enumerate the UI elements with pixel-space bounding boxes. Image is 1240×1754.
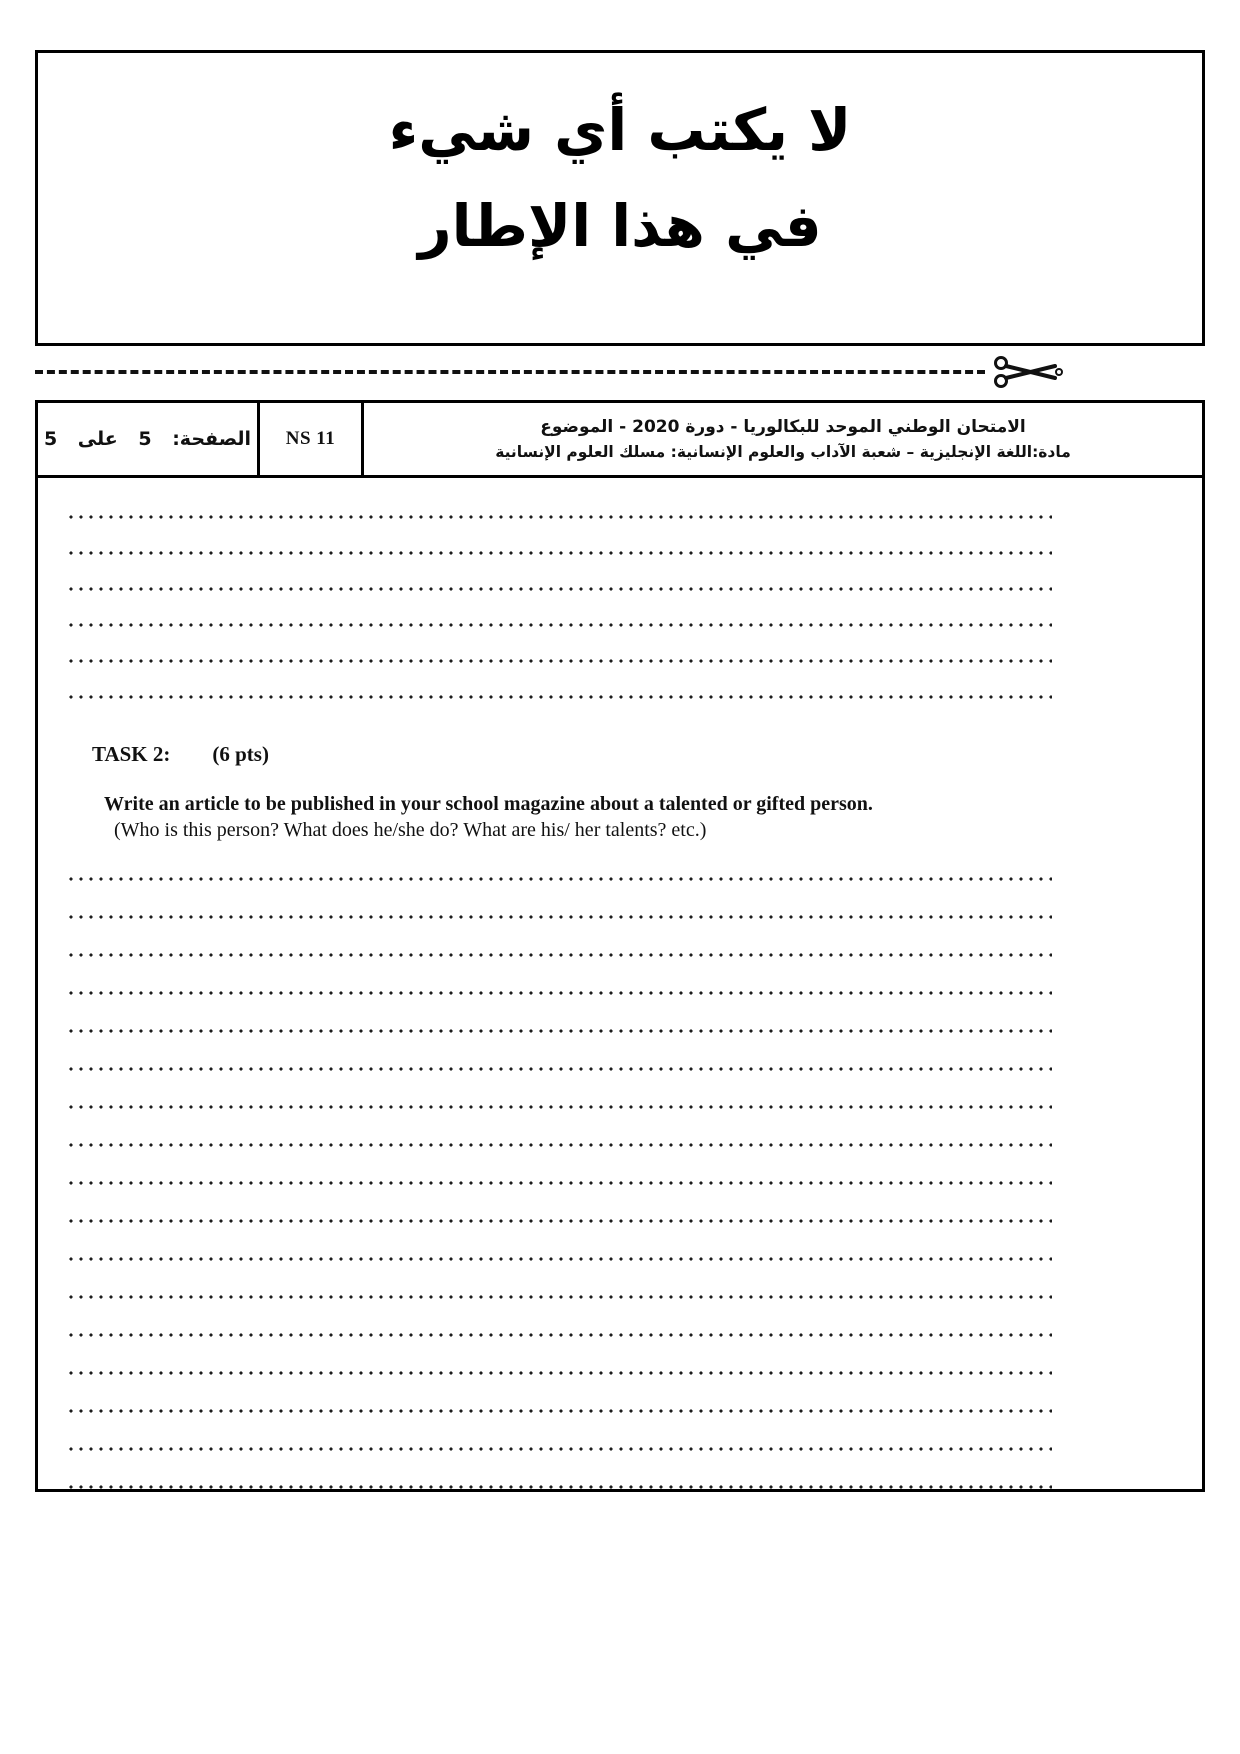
cut-line: [35, 352, 1205, 396]
writing-line: [66, 1072, 1052, 1110]
exam-header: [35, 400, 1205, 478]
writing-line: [66, 664, 1052, 700]
task-writing-lines: [66, 844, 1052, 1490]
do-not-write-frame: [35, 50, 1205, 346]
exam-title-cell: [364, 403, 1202, 475]
writing-line: [66, 1110, 1052, 1148]
task-heading: [92, 742, 1052, 767]
writing-line: [66, 592, 1052, 628]
writing-line: [66, 484, 1052, 520]
writing-line: [66, 556, 1052, 592]
writing-line: [66, 520, 1052, 556]
exam-code-cell: NS 11: [260, 403, 364, 475]
writing-line: [66, 1338, 1052, 1376]
exam-title-line2: مادة:اللغة الإنجليزية – شعبة الآداب والعلوم الإنسانية: مسلك العلوم الإنسانية: [495, 442, 1071, 461]
page-number-cell: الصفحة: 5 على 5: [38, 403, 260, 475]
task-prompt-hint: (Who is this person? What does he/she do? What are his/ her talents? etc.): [114, 819, 707, 841]
do-not-write-text-line2: في هذا الإطار: [418, 191, 822, 260]
do-not-write-text-line1: لا يكتب أي شيء: [388, 96, 852, 164]
writing-line: [66, 1452, 1052, 1490]
task-points: (6 pts): [212, 742, 269, 766]
writing-line: [66, 1262, 1052, 1300]
writing-line: [66, 1414, 1052, 1452]
writing-line: [66, 844, 1052, 882]
cut-dashes: [35, 370, 985, 374]
answer-area-frame: [35, 478, 1205, 1492]
scissors-icon: [993, 354, 1063, 390]
task-title: TASK 2:: [92, 742, 171, 766]
writing-line: [66, 996, 1052, 1034]
writing-line: [66, 1224, 1052, 1262]
task-prompt: Write an article to be published in your school magazine about a talented or gifted person.: [104, 793, 873, 815]
writing-line: [66, 958, 1052, 996]
writing-line: [66, 920, 1052, 958]
writing-line: [66, 1376, 1052, 1414]
writing-line: [66, 1034, 1052, 1072]
top-writing-lines: [66, 484, 1052, 700]
writing-line: [66, 1300, 1052, 1338]
writing-line: [66, 628, 1052, 664]
writing-line: [66, 1186, 1052, 1224]
writing-line: [66, 882, 1052, 920]
exam-title-line1: الامتحان الوطني الموحد للبكالوريا - دورة 2020 - الموضوع: [540, 416, 1026, 437]
writing-line: [66, 1148, 1052, 1186]
